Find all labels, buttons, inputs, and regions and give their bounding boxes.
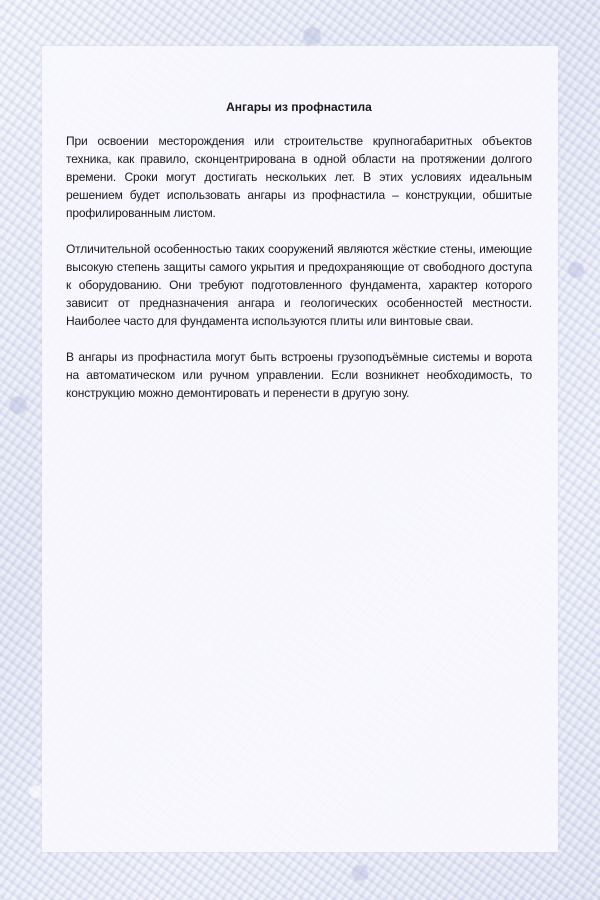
document-title: Ангары из профнастила [226, 100, 372, 114]
paragraph-2: Отличительной особенностью таких сооружений являются жёсткие стены, имеющие высокую степень защиты самого укрытия и предохраняющие от свободного доступа к оборудованию. Они требуют подготовленного фундамента, характер которого зависит от предназначения ангара и геологических особенностей местности. Наиболее часто для фундамента используются плиты или винтовые сваи. [66, 242, 532, 328]
document-page [42, 46, 558, 852]
paragraph-1: При освоении месторождения или строительстве крупногабаритных объектов техника, как правило, сконцентрирована в одной области на протяжении долгого времени. Сроки могут достигать нескольких лет. В этих условиях идеальным решением будет использовать ангары из профнастила – конструкции, обшитые профилированным листом. [66, 134, 532, 220]
paragraph-3: В ангары из профнастила могут быть встроены грузоподъёмные системы и ворота на автоматическом или ручном управлении. Если возникнет необходимость, то конструкцию можно демонтировать и перенести в другую зону. [66, 350, 532, 400]
document-content [66, 98, 532, 420]
